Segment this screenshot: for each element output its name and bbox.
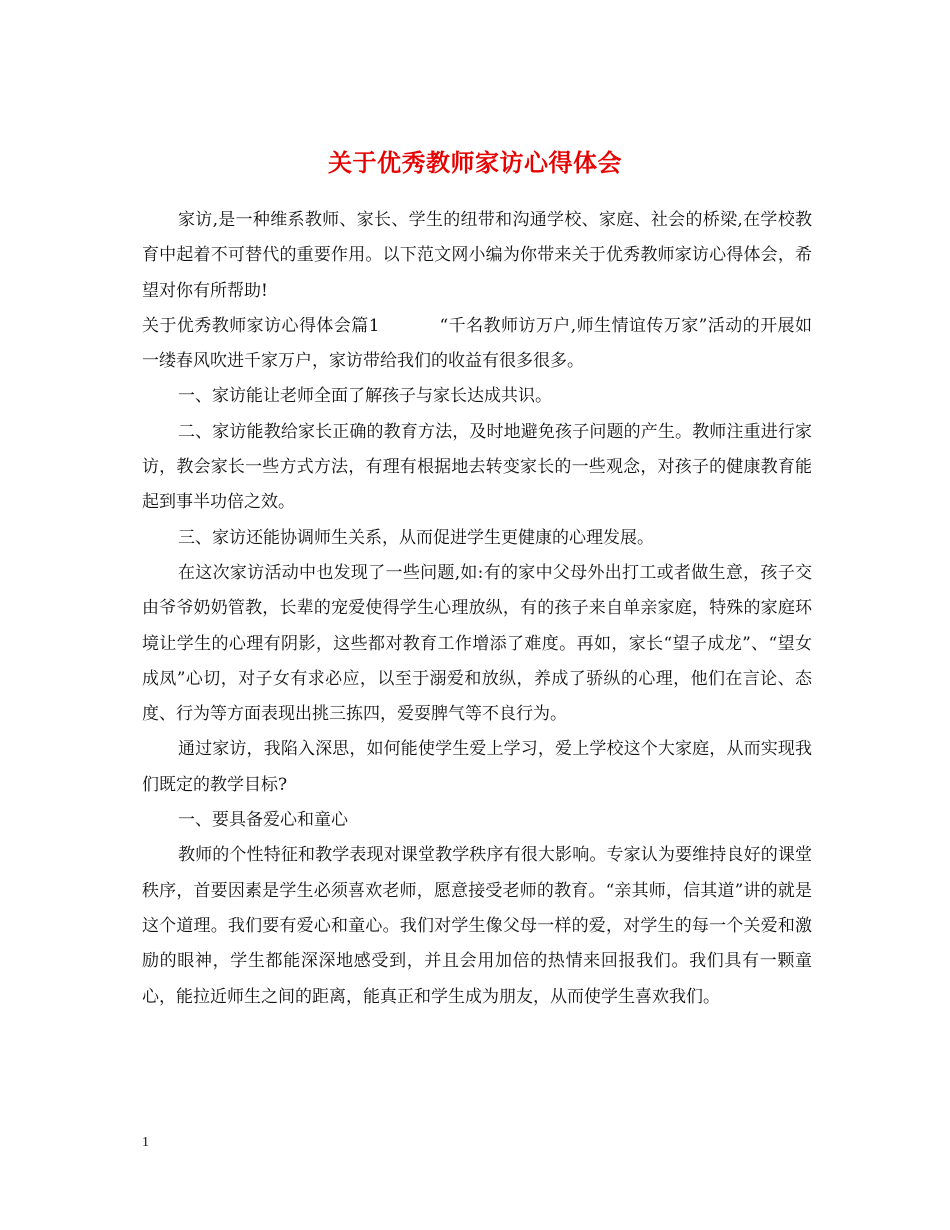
subheading-love-paragraph: 一、要具备爱心和童心 bbox=[178, 810, 348, 831]
section-heading: 关于优秀教师家访心得体会篇1 bbox=[142, 315, 380, 336]
point-two-paragraph: 二、家访能教给家长正确的教育方法，及时地避免孩子问题的产生。教师注重进行家访，教会家长一些方式方法，有理有根据地去转变家长的一些观念，对孩子的健康教育能起到事半功倍之效。 bbox=[142, 421, 812, 513]
section-1-text: “千名教师访万户,师生情谊传万家”活动的开展如一缕春风吹进千家万户，家访带给我们的收益有很多很多。 bbox=[142, 315, 812, 372]
document-title: 关于优秀教师家访心得体会 bbox=[328, 149, 622, 178]
problems-paragraph: 在这次家访活动中也发现了一些问题,如:有的家中父母外出打工或者做生意，孩子交由爷爷奶奶管教，长辈的宠爱使得学生心理放纵，有的孩子来自单亲家庭，特殊的家庭环境让学生的心理有阴影，这些都对教育工作增添了难度。再如，家长“望子成龙”、“望女成凤”心切，对子女有求必应，以至于溺爱和放纵，养成了骄纵的心理，他们在言论、态度、行为等方面表现出挑三拣四，爱耍脾气等不良行为。 bbox=[142, 562, 812, 725]
point-one-paragraph: 一、家访能让老师全面了解孩子与家长达成共识。 bbox=[178, 386, 552, 407]
point-three-paragraph: 三、家访还能协调师生关系，从而促进学生更健康的心理发展。 bbox=[178, 527, 654, 548]
section-1-paragraph bbox=[142, 309, 812, 380]
love-paragraph: 教师的个性特征和教学表现对课堂教学秩序有很大影响。专家认为要维持良好的课堂秩序，首要因素是学生必须喜欢老师，愿意接受老师的教育。“亲其师，信其道”讲的就是这个道理。我们要有爱心和童心。我们对学生像父母一样的爱，对学生的每一个关爱和激励的眼神，学生都能深深地感受到，并且会用加倍的热情来回报我们。我们具有一颗童心，能拉近师生之间的距离，能真正和学生成为朋友，从而使学生喜欢我们。 bbox=[142, 845, 812, 1007]
page-number: 1 bbox=[142, 1135, 149, 1150]
document-body bbox=[142, 203, 812, 1015]
intro-paragraph: 家访,是一种维系教师、家长、学生的纽带和沟通学校、家庭、社会的桥梁,在学校教育中起着不可替代的重要作用。以下范文网小编为你带来关于优秀教师家访心得体会，希望对你有所帮助! bbox=[142, 210, 812, 301]
reflection-paragraph: 通过家访，我陷入深思，如何能使学生爱上学习，爱上学校这个大家庭，从而实现我们既定的教学目标? bbox=[142, 739, 812, 795]
